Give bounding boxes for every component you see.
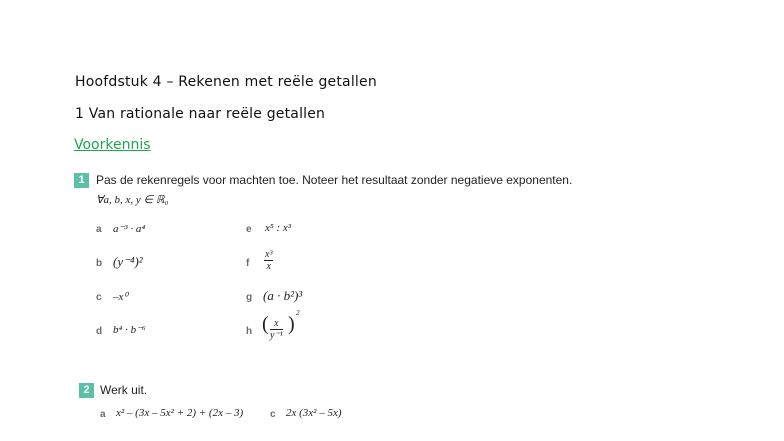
item-letter: h — [246, 326, 253, 337]
open-paren: ( — [262, 313, 269, 335]
fraction-denominator: x — [264, 260, 273, 272]
item-letter: c — [96, 292, 102, 303]
exercise-2-instruction: Werk uit. — [100, 383, 148, 397]
item-power: 2 — [296, 309, 300, 317]
chapter-title: Hoofdstuk 4 – Rekenen met reële getallen — [75, 74, 377, 90]
item-expression: –x⁰ — [113, 291, 128, 303]
item-expression-h-close — [288, 313, 295, 336]
fraction-numerator: x — [274, 318, 279, 329]
exercise-1-condition: ∀a, b, x, y ∈ ℝ₀ — [96, 194, 169, 206]
item-letter: f — [246, 258, 250, 269]
item-expression: x⁵ : x³ — [265, 222, 292, 234]
item-letter: e — [246, 224, 252, 235]
fraction-numerator: x³ — [265, 249, 273, 260]
item-expression: (a · b²)³ — [263, 288, 303, 303]
item-expression: (y⁻⁴)² — [113, 254, 143, 269]
exercise-2-badge: 2 — [79, 383, 94, 398]
item-letter: a — [96, 224, 102, 235]
fraction-denominator: y⁻¹ — [270, 330, 283, 341]
item-letter: a — [100, 409, 106, 420]
item-letter: b — [96, 258, 103, 269]
item-letter: c — [270, 409, 276, 420]
exercise-1-badge: 1 — [74, 173, 89, 188]
item-letter: d — [96, 326, 103, 337]
item-expression: b⁴ · b⁻⁶ — [113, 324, 146, 336]
item-expression-h — [262, 313, 269, 336]
item-fraction — [264, 249, 273, 272]
section-title: 1 Van rationale naar reële getallen — [75, 106, 326, 122]
item-expression: a⁻³ · a⁴ — [113, 223, 146, 235]
item-expression: x² – (3x – 5x² + 2) + (2x – 3) — [116, 407, 244, 419]
voorkennis-link[interactable]: Voorkennis — [74, 137, 151, 153]
exercise-1-instruction: Pas de rekenregels voor machten toe. Noteer het resultaat zonder negatieve exponenten. — [96, 173, 573, 187]
item-letter: g — [246, 292, 253, 303]
item-expression: 2x (3x² – 5x) — [286, 407, 342, 419]
close-paren: ) — [288, 313, 295, 335]
item-fraction — [270, 318, 283, 341]
